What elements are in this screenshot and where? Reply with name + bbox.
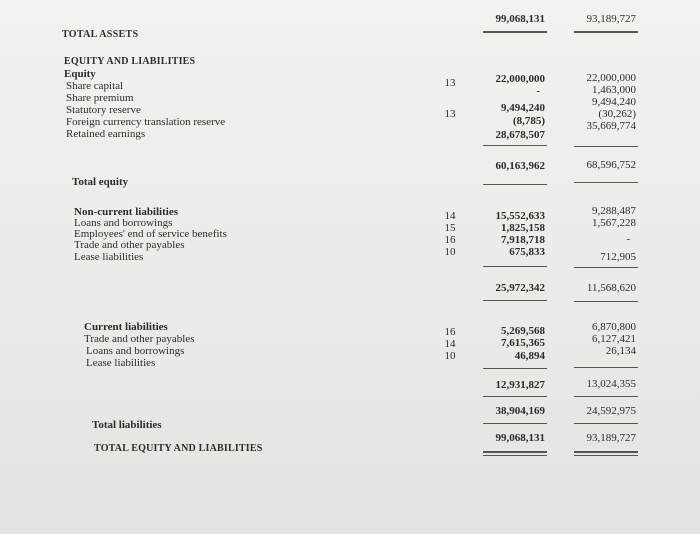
current-total-rule-prior <box>574 396 638 397</box>
total-equity-liabilities-double-rule-current-2 <box>483 455 547 456</box>
non-current-row-prior: 712,905 <box>600 251 636 263</box>
non-current-row-label: Loans and borrowings <box>74 217 173 229</box>
current-subtotal-rule-current <box>483 368 547 369</box>
non-current-total-rule-prior <box>574 301 638 302</box>
non-current-row-prior: 9,288,487 <box>592 205 636 217</box>
current-subtotal-rule-prior <box>574 367 638 368</box>
total-assets-underline-prior <box>574 31 638 33</box>
equity-row-prior: (30,262) <box>598 108 636 120</box>
total-equity-liabilities-label: TOTAL EQUITY AND LIABILITIES <box>94 443 263 454</box>
non-current-row-note: 16 <box>444 234 456 246</box>
equity-subtotal-rule-current <box>483 145 547 146</box>
equity-heading: Equity <box>64 68 96 80</box>
equity-subtotal-rule-prior <box>574 146 638 147</box>
current-total-prior: 13,024,355 <box>586 378 636 390</box>
non-current-total-rule-current <box>483 300 547 301</box>
total-equity-rule-current <box>483 184 547 185</box>
equity-row-note: 13 <box>444 108 456 120</box>
current-row-label: Trade and other payables <box>84 333 195 345</box>
current-row-label: Loans and borrowings <box>86 345 185 357</box>
equity-row-prior: 22,000,000 <box>586 72 636 84</box>
equity-row-note: 13 <box>444 77 456 89</box>
non-current-row-current: 1,825,158 <box>501 222 545 234</box>
equity-row-current: - <box>536 85 540 97</box>
non-current-row-prior: 1,567,228 <box>592 217 636 229</box>
total-equity-liabilities-prior: 93,189,727 <box>586 432 636 444</box>
total-liabilities-current: 38,904,169 <box>495 405 545 417</box>
equity-row-label: Share capital <box>66 80 124 92</box>
current-row-current: 46,894 <box>514 350 545 362</box>
equity-row-current: 28,678,507 <box>495 129 545 141</box>
total-liabilities-rule-prior <box>574 423 638 424</box>
current-row-prior: 6,870,800 <box>592 321 636 333</box>
total-equity-prior: 68,596,752 <box>586 159 636 171</box>
total-equity-current: 60,163,962 <box>495 160 545 172</box>
equity-row-label: Foreign currency translation reserve <box>66 116 226 128</box>
equity-row-prior: 9,494,240 <box>592 96 636 108</box>
total-equity-label: Total equity <box>72 176 129 188</box>
total-equity-liabilities-double-rule-prior <box>574 451 638 453</box>
equity-row-prior: 35,669,774 <box>586 120 636 132</box>
total-equity-liabilities-double-rule-prior-2 <box>574 455 638 456</box>
non-current-row-prior: - <box>626 233 630 245</box>
current-liabilities-heading: Current liabilities <box>84 321 168 333</box>
total-assets-prior: 93,189,727 <box>586 13 636 25</box>
non-current-row-current: 675,833 <box>509 246 545 258</box>
total-assets-current: 99,068,131 <box>495 13 545 25</box>
non-current-row-label: Trade and other payables <box>74 239 185 251</box>
current-row-prior: 26,134 <box>605 345 636 357</box>
total-liabilities-prior: 24,592,975 <box>586 405 636 417</box>
current-total-current: 12,931,827 <box>495 379 545 391</box>
total-assets-underline-current <box>483 31 547 33</box>
non-current-row-current: 7,918,718 <box>501 234 545 246</box>
equity-row-current: 22,000,000 <box>495 73 545 85</box>
total-equity-rule-prior <box>574 182 638 183</box>
equity-row-current: (8,785) <box>512 115 545 127</box>
total-equity-liabilities-current: 99,068,131 <box>495 432 545 444</box>
current-total-rule-current <box>483 396 547 397</box>
non-current-row-note: 14 <box>444 210 456 222</box>
non-current-row-current: 15,552,633 <box>495 210 545 222</box>
current-row-prior: 6,127,421 <box>592 333 636 345</box>
equity-row-current: 9,494,240 <box>501 102 545 114</box>
non-current-row-note: 15 <box>444 222 456 234</box>
total-equity-liabilities-double-rule-current <box>483 451 547 453</box>
equity-row-label: Statutory reserve <box>66 104 141 116</box>
current-row-current: 5,269,568 <box>501 325 545 337</box>
non-current-row-note: 10 <box>444 246 456 258</box>
equity-row-label: Share premium <box>66 92 134 104</box>
equity-liabilities-heading: EQUITY AND LIABILITIES <box>64 56 196 67</box>
equity-row-label: Retained earnings <box>66 128 146 140</box>
non-current-total-prior: 11,568,620 <box>586 282 636 294</box>
non-current-row-label: Lease liabilities <box>74 251 144 263</box>
non-current-subtotal-rule-current <box>483 266 547 267</box>
non-current-heading: Non-current liabilities <box>74 206 178 218</box>
non-current-total-current: 25,972,342 <box>495 282 545 294</box>
current-row-note: 16 <box>444 326 456 338</box>
equity-row-prior: 1,463,000 <box>592 84 636 96</box>
non-current-row-label: Employees' end of service benefits <box>74 228 227 240</box>
current-row-note: 14 <box>444 338 456 350</box>
current-row-current: 7,615,365 <box>501 337 545 349</box>
non-current-subtotal-rule-prior <box>574 267 638 268</box>
current-row-note: 10 <box>444 350 456 362</box>
total-liabilities-rule-current <box>483 423 547 424</box>
current-row-label: Lease liabilities <box>86 357 156 369</box>
total-liabilities-label: Total liabilities <box>92 419 162 431</box>
total-assets-label: TOTAL ASSETS <box>62 29 139 40</box>
